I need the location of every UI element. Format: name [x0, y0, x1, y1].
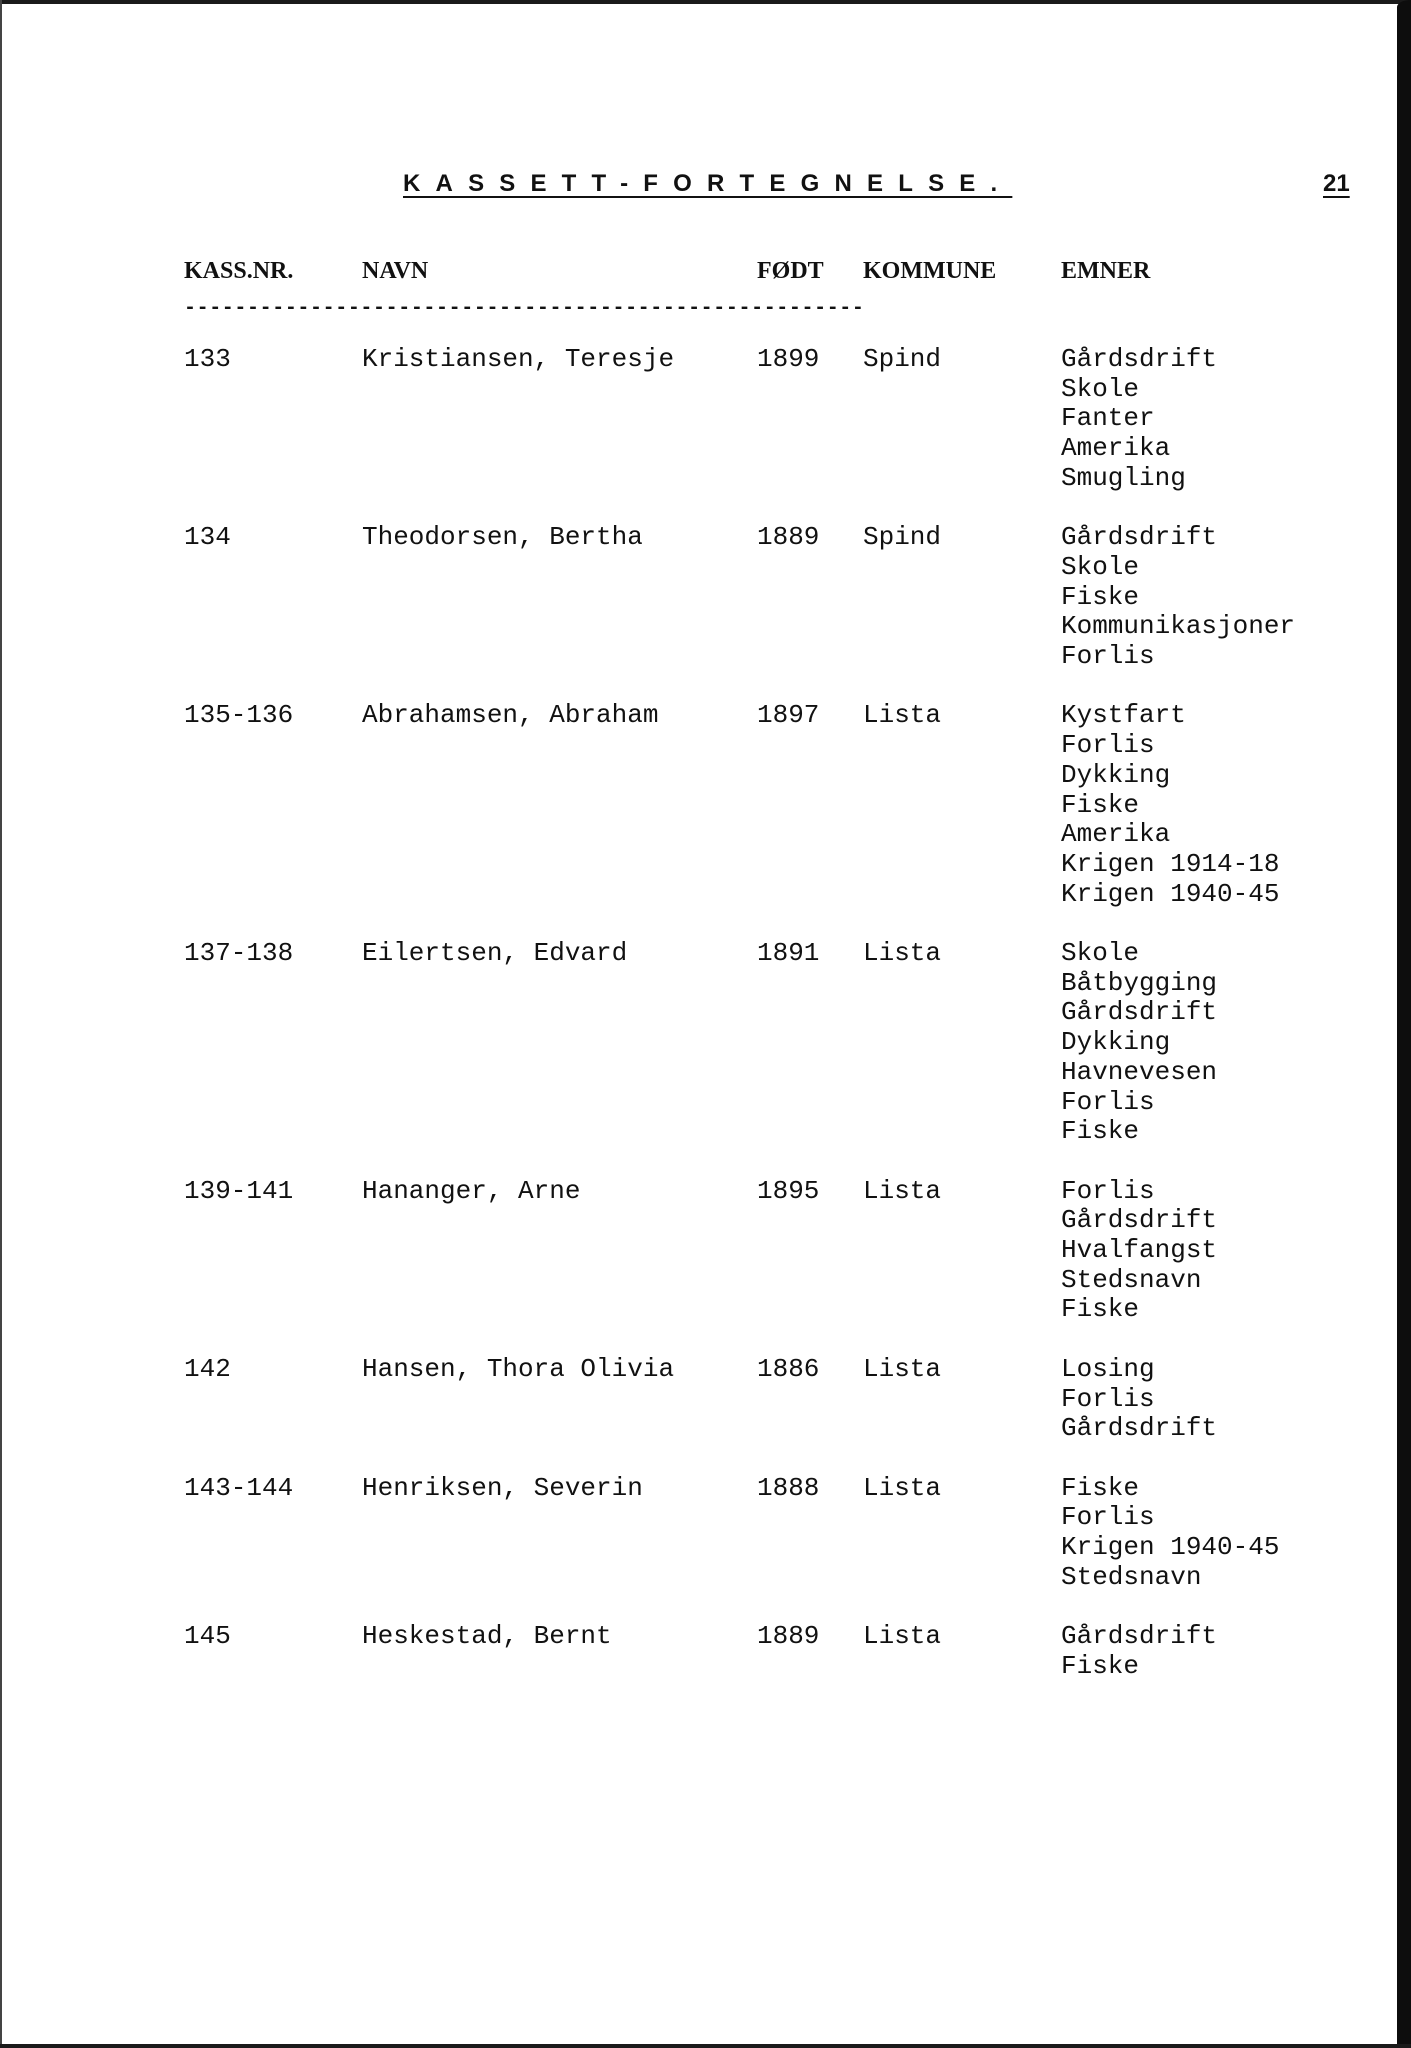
emne-item: Forlis [1061, 641, 1155, 672]
cell-emner [1061, 1474, 1391, 1593]
page-number: 21 [1323, 170, 1350, 197]
cell-fodt: 1899 [757, 344, 820, 374]
emne-item: Fiske [1061, 789, 1140, 820]
cell-kommune: Lista [863, 1353, 942, 1384]
cell-kass-nr: 139-141 [184, 1175, 294, 1206]
emne-item: Forlis [1061, 1175, 1155, 1206]
cell-kass-nr: 134 [184, 522, 231, 553]
cell-fodt: 1895 [757, 1175, 820, 1206]
table-row [0, 1355, 1411, 1444]
cell-kommune: Lista [863, 938, 942, 969]
record-list [0, 345, 1411, 1711]
header-emner: EMNER [1061, 258, 1151, 284]
cell-fodt: 1897 [757, 700, 820, 731]
cell-kass-nr: 137-138 [184, 938, 294, 969]
emne-item: Fiske [1061, 1116, 1140, 1147]
table-row [0, 1474, 1411, 1593]
cell-kass-nr: 142 [184, 1353, 231, 1384]
cell-kommune: Lista [863, 1472, 942, 1503]
emne-item: Båtbygging [1061, 967, 1218, 998]
emne-item: Krigen 1940-45 [1061, 878, 1280, 909]
emne-item: Skole [1061, 373, 1140, 404]
cell-emner [1061, 523, 1391, 672]
cell-kommune: Spind [863, 522, 942, 553]
page-edge-bottom [0, 2044, 1411, 2048]
cell-fodt: 1886 [757, 1353, 820, 1384]
page-title: KASSETT-FORTEGNELSE. [403, 170, 1013, 197]
cell-emner [1061, 701, 1391, 909]
emne-item: Krigen 1914-18 [1061, 848, 1280, 879]
emne-item: Fiske [1061, 581, 1140, 612]
emne-item: Stedsnavn [1061, 1561, 1202, 1592]
table-row [0, 1177, 1411, 1326]
emne-item: Skole [1061, 551, 1140, 582]
emne-item: Gårdsdrift [1061, 997, 1218, 1028]
table-row [0, 345, 1411, 494]
cell-kommune: Spind [863, 344, 942, 374]
cell-navn: Kristiansen, Teresje [362, 344, 675, 374]
cell-fodt: 1891 [757, 938, 820, 969]
emne-item: Gårdsdrift [1061, 1413, 1218, 1444]
emne-item: Gårdsdrift [1061, 1621, 1218, 1652]
cell-navn: Eilertsen, Edvard [362, 938, 628, 969]
emne-item: Hvalfangst [1061, 1235, 1218, 1266]
cell-emner [1061, 345, 1391, 494]
cell-navn: Hansen, Thora Olivia [362, 1353, 675, 1384]
emne-item: Gårdsdrift [1061, 522, 1218, 553]
emne-item: Forlis [1061, 730, 1155, 761]
emne-item: Gårdsdrift [1061, 344, 1218, 374]
cell-navn: Heskestad, Bernt [362, 1621, 612, 1652]
cell-kass-nr: 133 [184, 344, 231, 374]
header-kass-nr: KASS.NR. [184, 258, 294, 284]
cell-kass-nr: 135-136 [184, 700, 294, 731]
emne-item: Fiske [1061, 1472, 1140, 1503]
emne-item: Fanter [1061, 403, 1155, 434]
cell-kommune: Lista [863, 1175, 942, 1206]
emne-item: Dykking [1061, 759, 1171, 790]
emne-item: Dykking [1061, 1027, 1171, 1058]
cell-navn: Hananger, Arne [362, 1175, 581, 1206]
emne-item: Forlis [1061, 1502, 1155, 1533]
emne-item: Fiske [1061, 1650, 1140, 1681]
cell-fodt: 1889 [757, 522, 820, 553]
cell-kommune: Lista [863, 1621, 942, 1652]
emne-item: Gårdsdrift [1061, 1205, 1218, 1236]
table-row [0, 701, 1411, 909]
emne-item: Kommunikasjoner [1061, 611, 1296, 642]
emne-item: Skole [1061, 938, 1140, 969]
cell-navn: Henriksen, Severin [362, 1472, 643, 1503]
cell-fodt: 1889 [757, 1621, 820, 1652]
emne-item: Forlis [1061, 1086, 1155, 1117]
cell-emner [1061, 1355, 1391, 1444]
emne-item: Krigen 1940-45 [1061, 1532, 1280, 1563]
table-header [0, 258, 1411, 288]
emne-item: Havnevesen [1061, 1056, 1218, 1087]
emne-item: Losing [1061, 1353, 1155, 1384]
emne-item: Stedsnavn [1061, 1264, 1202, 1295]
table-row [0, 523, 1411, 672]
header-fodt: FØDT [757, 258, 824, 284]
header-navn: NAVN [362, 258, 429, 284]
page-edge-top [0, 0, 1411, 4]
table-row [0, 939, 1411, 1147]
cell-emner [1061, 1622, 1391, 1681]
cell-navn: Theodorsen, Bertha [362, 522, 643, 553]
cell-navn: Abrahamsen, Abraham [362, 700, 659, 731]
cell-emner [1061, 1177, 1391, 1326]
cell-fodt: 1888 [757, 1472, 820, 1503]
emne-item: Smugling [1061, 462, 1186, 493]
emne-item: Amerika [1061, 819, 1171, 850]
emne-item: Kystfart [1061, 700, 1186, 731]
cell-kass-nr: 143-144 [184, 1472, 294, 1503]
header-kommune: KOMMUNE [863, 258, 997, 284]
table-row [0, 1622, 1411, 1681]
emne-item: Forlis [1061, 1383, 1155, 1414]
cell-kommune: Lista [863, 700, 942, 731]
emne-item: Amerika [1061, 433, 1171, 464]
cell-emner [1061, 939, 1391, 1147]
header-dash-rule: ------------------------------------------------------ [184, 297, 865, 320]
cell-kass-nr: 145 [184, 1621, 231, 1652]
emne-item: Fiske [1061, 1294, 1140, 1325]
